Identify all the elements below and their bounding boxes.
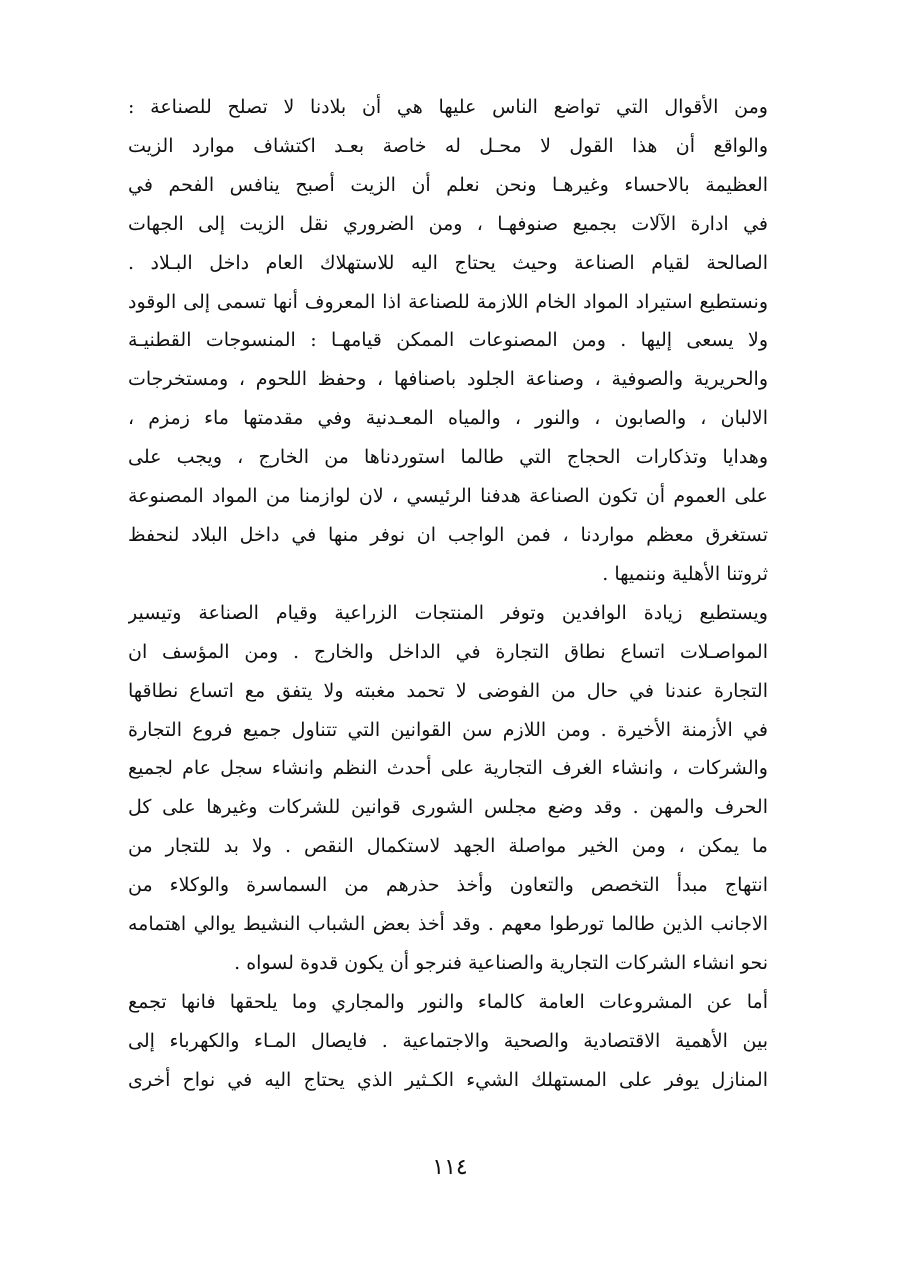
text-line: بين الأهمية الاقتصادية والصحية والاجتماعية . فايصال المـاء والكهرباء إلى <box>128 1029 768 1052</box>
text-line: العظيمة بالاحساء وغيرهـا ونحن نعلم أن الزيت أصبح ينافس الفحم في <box>128 173 768 196</box>
text-line: على العموم أن تكون الصناعة هدفنا الرئيسي ، لان لوازمنا من المواد المصنوعة <box>128 485 768 508</box>
text-line: ثروتنا الأهلية وننميها . <box>602 562 768 585</box>
text-line: انتهاج مبدأ التخصص والتعاون وأخذ حذرهم من السماسرة والوكلاء من <box>128 874 768 897</box>
text-line: ومن الأقوال التي تواضع الناس عليها هي أن بلادنا لا تصلح للصناعة : <box>128 96 768 118</box>
text-line: ونستطيع استيراد المواد الخام اللازمة للصناعة اذا المعروف أنها تسمى إلى الوقود <box>128 290 768 313</box>
text-line: ويستطيع زيادة الوافدين وتوفر المنتجات الزراعية وقيام الصناعة وتيسير <box>128 601 768 624</box>
paragraph-3 <box>128 983 768 1100</box>
body-text <box>128 88 768 1100</box>
text-line: الاجانب الذين طالما تورطوا معهم . وقد أخذ بعض الشباب النشيط يوالي اهتمامه <box>128 913 768 936</box>
text-line: المواصـلات اتساع نطاق التجارة في الداخل والخارج . ومن المؤسف ان <box>128 640 768 663</box>
text-line: والشركات ، وانشاء الغرف التجارية على أحدث النظم وانشاء سجل عام لجميع <box>128 757 768 780</box>
text-line: التجارة عندنا في حال من الفوضى لا تحمد مغبته ولا يتفق مع اتساع نطاقها <box>128 679 768 702</box>
text-line: أما عن المشروعات العامة كالماء والنور والمجاري وما يلحقها فانها تجمع <box>128 990 768 1013</box>
paragraph-1 <box>128 88 768 594</box>
text-line: الصالحة لقيام الصناعة وحيث يحتاج اليه للاستهلاك العام داخل البـلاد . <box>128 251 768 274</box>
text-line: ما يمكن ، ومن الخير مواصلة الجهد لاستكمال النقص . ولا بد للتجار من <box>128 835 768 858</box>
text-line: في ادارة الآلات بجميع صنوفهـا ، ومن الضروري نقل الزيت إلى الجهات <box>128 212 768 235</box>
text-line: الحرف والمهن . وقد وضع مجلس الشورى قوانين للشركات وغيرها على كل <box>128 796 768 819</box>
text-line: تستغرق معظم مواردنا ، فمن الواجب ان نوفر منها في داخل البلاد لنحفظ <box>128 523 768 546</box>
paragraph-2 <box>128 594 768 983</box>
text-line: في الأزمنة الأخيرة . ومن اللازم سن القوانين التي تتناول جميع فروع التجارة <box>128 718 768 741</box>
text-line: الالبان ، والصابون ، والنور ، والمياه المعـدنية وفي مقدمتها ماء زمزم ، <box>128 407 768 430</box>
text-line: ولا يسعى إليها . ومن المصنوعات الممكن قيامهـا : المنسوجات القطنيـة <box>128 329 768 352</box>
page-number: ١١٤ <box>432 1155 468 1180</box>
text-line: المنازل يوفر على المستهلك الشيء الكـثير الذي يحتاج اليه في نواح أخرى <box>128 1068 768 1091</box>
text-line: والحريرية والصوفية ، وصناعة الجلود باصنافها ، وحفظ اللحوم ، ومستخرجات <box>128 368 768 391</box>
text-line: والواقع أن هذا القول لا محـل له خاصة بعـد اكتشاف موارد الزيت <box>128 134 768 157</box>
text-line: وهدايا وتذكارات الحجاج التي طالما استوردناها من الخارج ، ويجب على <box>128 446 768 469</box>
text-line: نحو انشاء الشركات التجارية والصناعية فنرجو أن يكون قدوة لسواه . <box>234 951 768 974</box>
